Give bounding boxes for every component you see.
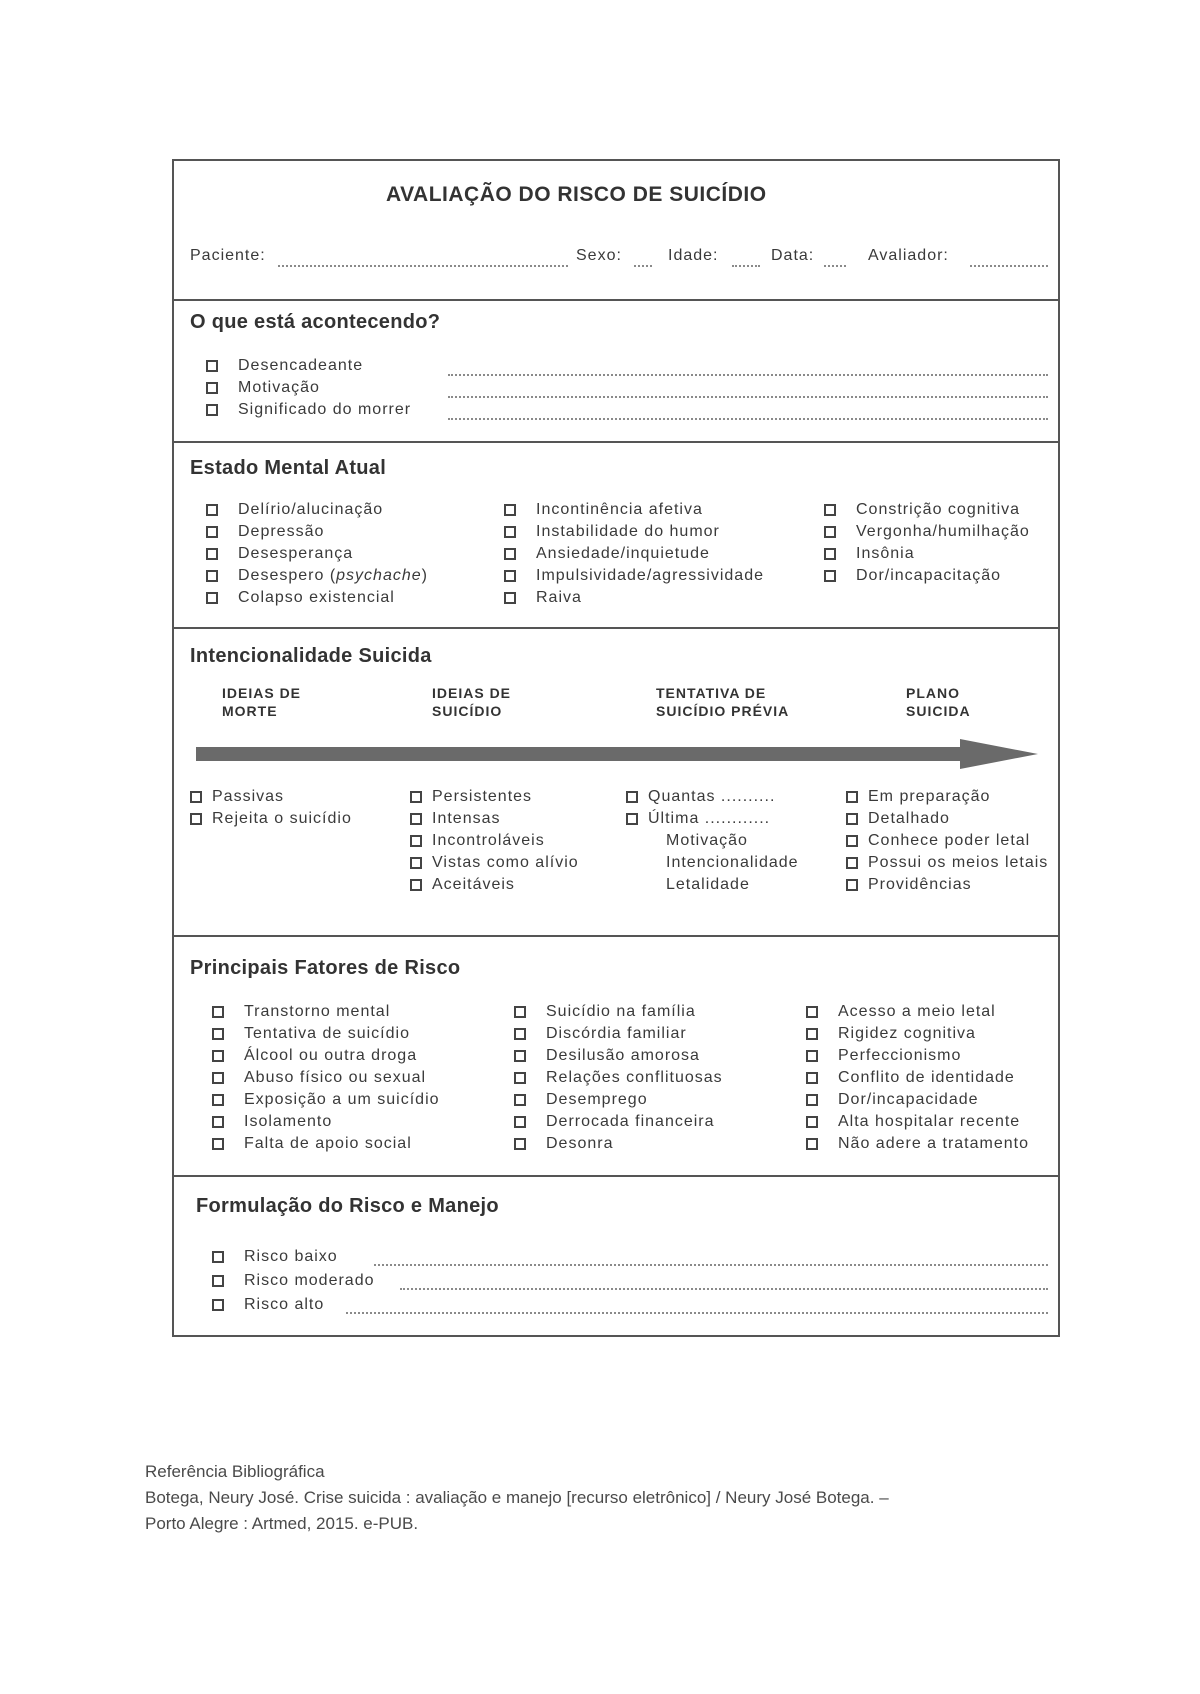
meaning-field[interactable]	[448, 418, 1048, 420]
checkbox[interactable]	[190, 813, 202, 825]
list-item[interactable]	[626, 808, 799, 830]
checkbox[interactable]	[504, 548, 516, 560]
reference-heading: Referência Bibliográfica	[145, 1462, 325, 1481]
item-label: Desilusão amorosa	[546, 1047, 700, 1064]
checkbox[interactable]	[212, 1094, 224, 1106]
mental-state-col2	[504, 499, 764, 609]
list-item[interactable]	[212, 1023, 440, 1045]
checkbox[interactable]	[410, 791, 422, 803]
checkbox[interactable]	[806, 1050, 818, 1062]
list-item[interactable]	[514, 1111, 723, 1133]
checkbox[interactable]	[846, 813, 858, 825]
checkbox[interactable]	[806, 1116, 818, 1128]
list-item[interactable]	[410, 830, 579, 852]
list-item[interactable]	[514, 1045, 723, 1067]
checkbox[interactable]	[212, 1275, 224, 1287]
sub-item: Motivação	[666, 832, 748, 849]
section-mental-state	[174, 443, 1058, 629]
checkbox[interactable]	[806, 1138, 818, 1150]
item-label: Incontroláveis	[432, 832, 545, 849]
list-item[interactable]	[824, 499, 1030, 521]
list-item[interactable]	[190, 786, 352, 808]
list-item[interactable]	[206, 377, 411, 399]
list-item[interactable]	[206, 521, 428, 543]
list-item[interactable]	[806, 1089, 1029, 1111]
section-title: Intencionalidade Suicida	[190, 645, 432, 667]
item-label: Aceitáveis	[432, 876, 515, 893]
checkbox[interactable]	[212, 1028, 224, 1040]
sex-label: Sexo:	[576, 247, 622, 264]
sub-item: Letalidade	[666, 876, 750, 893]
checkbox[interactable]	[206, 504, 218, 516]
list-item[interactable]	[212, 1089, 440, 1111]
item-label: Desespero (psychache)	[238, 567, 428, 584]
item-label: Persistentes	[432, 788, 533, 805]
list-item[interactable]	[806, 1045, 1029, 1067]
list-item[interactable]	[212, 1067, 440, 1089]
checkbox[interactable]	[410, 857, 422, 869]
section-risk-factors	[174, 937, 1058, 1177]
item-label: Vistas como alívio	[432, 854, 579, 871]
item-label: Tentativa de suicídio	[244, 1025, 410, 1042]
item-label: Isolamento	[244, 1113, 333, 1130]
high-risk-field[interactable]	[346, 1312, 1048, 1314]
section-title: Formulação do Risco e Manejo	[196, 1195, 499, 1217]
checkbox[interactable]	[806, 1072, 818, 1084]
item-label: Constrição cognitiva	[856, 501, 1021, 518]
age-label: Idade:	[668, 247, 719, 264]
checkbox[interactable]	[846, 879, 858, 891]
list-item[interactable]	[806, 1133, 1029, 1155]
sex-field[interactable]	[634, 265, 652, 267]
list-item[interactable]	[212, 1269, 375, 1293]
checkbox[interactable]	[514, 1138, 526, 1150]
checkbox[interactable]	[806, 1094, 818, 1106]
checkbox[interactable]	[212, 1138, 224, 1150]
moderate-risk-field[interactable]	[400, 1288, 1048, 1290]
evaluator-field[interactable]	[970, 265, 1048, 267]
formulation-list	[212, 1245, 375, 1317]
list-item[interactable]	[212, 1133, 440, 1155]
age-field[interactable]	[732, 265, 760, 267]
checkbox[interactable]	[212, 1116, 224, 1128]
form-header	[174, 161, 1058, 301]
list-item[interactable]	[410, 808, 579, 830]
checkbox[interactable]	[846, 791, 858, 803]
risk-factors-col3	[806, 1001, 1029, 1155]
list-item[interactable]	[206, 565, 428, 587]
list-item[interactable]	[846, 874, 1048, 896]
checkbox[interactable]	[504, 504, 516, 516]
item-label: Em preparação	[868, 788, 991, 805]
list-item[interactable]	[212, 1045, 440, 1067]
list-item[interactable]	[846, 852, 1048, 874]
item-label: Insônia	[856, 545, 915, 562]
trigger-field[interactable]	[448, 374, 1048, 376]
checkbox[interactable]	[824, 526, 836, 538]
list-item[interactable]	[410, 852, 579, 874]
item-label: Desemprego	[546, 1091, 648, 1108]
checkbox[interactable]	[846, 857, 858, 869]
list-item[interactable]	[504, 565, 764, 587]
item-label: Conhece poder letal	[868, 832, 1031, 849]
checkbox[interactable]	[846, 835, 858, 847]
checkbox[interactable]	[206, 382, 218, 394]
mental-state-col1	[206, 499, 428, 609]
item-label: Falta de apoio social	[244, 1135, 412, 1152]
list-item[interactable]	[206, 355, 411, 377]
section-title: O que está acontecendo?	[190, 311, 441, 333]
item-label: Impulsividade/agressividade	[536, 567, 764, 584]
item-label: Acesso a meio letal	[838, 1003, 996, 1020]
item-label: Colapso existencial	[238, 589, 395, 606]
item-label: Discórdia familiar	[546, 1025, 687, 1042]
checkbox[interactable]	[212, 1299, 224, 1311]
section-intentionality	[174, 629, 1058, 937]
evaluator-label: Avaliador:	[868, 247, 949, 264]
checkbox[interactable]	[190, 791, 202, 803]
item-label: Relações conflituosas	[546, 1069, 723, 1086]
list-item[interactable]	[806, 1067, 1029, 1089]
list-item[interactable]	[504, 521, 764, 543]
item-label: Conflito de identidade	[838, 1069, 1015, 1086]
checkbox[interactable]	[806, 1006, 818, 1018]
risk-factors-col2	[514, 1001, 723, 1155]
item-label: Não adere a tratamento	[838, 1135, 1029, 1152]
checkbox[interactable]	[514, 1072, 526, 1084]
list-item[interactable]	[206, 499, 428, 521]
item-label: Última ............	[648, 810, 771, 827]
checkbox[interactable]	[410, 813, 422, 825]
item-label: Derrocada financeira	[546, 1113, 715, 1130]
checkbox[interactable]	[824, 504, 836, 516]
patient-label: Paciente:	[190, 247, 266, 264]
checkbox[interactable]	[514, 1006, 526, 1018]
stage-label: PLANO SUICIDA	[906, 685, 971, 719]
checkbox[interactable]	[206, 570, 218, 582]
reference-line: Porto Alegre : Artmed, 2015. e-PUB.	[145, 1514, 419, 1533]
checkbox[interactable]	[212, 1006, 224, 1018]
list-item[interactable]	[806, 1001, 1029, 1023]
form-title: AVALIAÇÃO DO RISCO DE SUICÍDIO	[386, 183, 767, 206]
intentionality-col3	[626, 786, 799, 896]
checkbox[interactable]	[206, 592, 218, 604]
item-label: Providências	[868, 876, 972, 893]
item-label: Exposição a um suicídio	[244, 1091, 440, 1108]
list-item[interactable]	[824, 543, 1030, 565]
checkbox[interactable]	[514, 1028, 526, 1040]
item-label: Quantas ..........	[648, 788, 776, 805]
list-item[interactable]	[410, 786, 579, 808]
item-label: Vergonha/humilhação	[856, 523, 1030, 540]
item-label: Passivas	[212, 788, 285, 805]
list-item[interactable]	[212, 1111, 440, 1133]
motivation-field[interactable]	[448, 396, 1048, 398]
checkbox[interactable]	[806, 1028, 818, 1040]
list-item[interactable]	[504, 587, 764, 609]
list-item[interactable]	[410, 874, 579, 896]
item-label: Alta hospitalar recente	[838, 1113, 1021, 1130]
list-item[interactable]	[212, 1001, 440, 1023]
mental-state-col3	[824, 499, 1030, 587]
list-item[interactable]	[846, 786, 1048, 808]
item-label: Delírio/alucinação	[238, 501, 384, 518]
checkbox[interactable]	[504, 526, 516, 538]
stage-label: IDEIAS DE SUICÍDIO	[432, 685, 512, 719]
section-formulation	[174, 1177, 1058, 1337]
list-item[interactable]	[806, 1111, 1029, 1133]
list-item[interactable]	[514, 1023, 723, 1045]
checkbox[interactable]	[206, 360, 218, 372]
list-item[interactable]	[824, 521, 1030, 543]
checkbox[interactable]	[504, 570, 516, 582]
item-label: Possui os meios letais	[868, 854, 1049, 871]
item-label: Risco moderado	[244, 1272, 375, 1289]
item-label: Risco baixo	[244, 1248, 338, 1265]
list-item[interactable]	[504, 499, 764, 521]
progression-arrow-icon	[196, 737, 1038, 771]
list-item[interactable]	[846, 808, 1048, 830]
list-item[interactable]	[206, 587, 428, 609]
risk-assessment-form	[172, 159, 1060, 1337]
happening-list	[206, 355, 411, 421]
date-label: Data:	[771, 247, 815, 264]
checkbox[interactable]	[514, 1094, 526, 1106]
item-label: Transtorno mental	[244, 1003, 391, 1020]
intentionality-col4	[846, 786, 1048, 896]
item-label: Rigidez cognitiva	[838, 1025, 976, 1042]
item-label: Incontinência afetiva	[536, 501, 703, 518]
item-label: Dor/incapacitação	[856, 567, 1002, 584]
list-item[interactable]	[824, 565, 1030, 587]
section-title: Principais Fatores de Risco	[190, 957, 461, 979]
item-label: Risco alto	[244, 1296, 325, 1313]
sub-item: Intencionalidade	[666, 854, 799, 871]
section-title: Estado Mental Atual	[190, 457, 387, 479]
list-item[interactable]	[514, 1067, 723, 1089]
item-label: Instabilidade do humor	[536, 523, 720, 540]
item-label: Abuso físico ou sexual	[244, 1069, 427, 1086]
checkbox[interactable]	[212, 1050, 224, 1062]
checkbox[interactable]	[626, 813, 638, 825]
checkbox[interactable]	[206, 404, 218, 416]
checkbox[interactable]	[504, 592, 516, 604]
item-label: Álcool ou outra droga	[244, 1047, 418, 1064]
section-happening	[174, 301, 1058, 443]
item-label: Depressão	[238, 523, 325, 540]
list-item[interactable]	[514, 1089, 723, 1111]
item-label: Suicídio na família	[546, 1003, 696, 1020]
stage-label: TENTATIVA DE SUICÍDIO PRÉVIA	[656, 685, 790, 719]
list-item[interactable]	[206, 399, 411, 421]
list-item[interactable]	[190, 808, 352, 830]
stage-label: IDEIAS DE MORTE	[222, 685, 302, 719]
item-label: Motivação	[238, 379, 320, 396]
reference-line: Botega, Neury José. Crise suicida : avaliação e manejo [recurso eletrônico] / Neury José Botega. –	[145, 1488, 889, 1507]
checkbox[interactable]	[212, 1251, 224, 1263]
intentionality-col1	[190, 786, 352, 830]
item-label: Significado do morrer	[238, 401, 412, 418]
patient-field[interactable]	[278, 265, 568, 267]
item-label: Detalhado	[868, 810, 950, 827]
item-label: Desesperança	[238, 545, 354, 562]
checkbox[interactable]	[212, 1072, 224, 1084]
item-label: Intensas	[432, 810, 501, 827]
item-label: Desencadeante	[238, 357, 364, 374]
list-item[interactable]	[514, 1133, 723, 1155]
checkbox[interactable]	[514, 1050, 526, 1062]
list-item[interactable]	[514, 1001, 723, 1023]
checkbox[interactable]	[824, 548, 836, 560]
item-label: Rejeita o suicídio	[212, 810, 352, 827]
low-risk-field[interactable]	[374, 1264, 1048, 1266]
checkbox[interactable]	[206, 548, 218, 560]
intentionality-col2	[410, 786, 579, 896]
date-field[interactable]	[824, 265, 846, 267]
item-label: Ansiedade/inquietude	[536, 545, 710, 562]
item-label: Dor/incapacidade	[838, 1091, 979, 1108]
checkbox[interactable]	[410, 835, 422, 847]
risk-factors-col1	[212, 1001, 440, 1155]
list-item[interactable]	[504, 543, 764, 565]
list-item[interactable]	[626, 786, 799, 808]
checkbox[interactable]	[824, 570, 836, 582]
checkbox[interactable]	[626, 791, 638, 803]
list-item[interactable]	[212, 1245, 375, 1269]
list-item[interactable]	[206, 543, 428, 565]
item-label: Raiva	[536, 589, 582, 606]
item-label: Perfeccionismo	[838, 1047, 962, 1064]
checkbox[interactable]	[410, 879, 422, 891]
item-label: Desonra	[546, 1135, 614, 1152]
checkbox[interactable]	[206, 526, 218, 538]
list-item[interactable]	[806, 1023, 1029, 1045]
list-item[interactable]	[846, 830, 1048, 852]
checkbox[interactable]	[514, 1116, 526, 1128]
